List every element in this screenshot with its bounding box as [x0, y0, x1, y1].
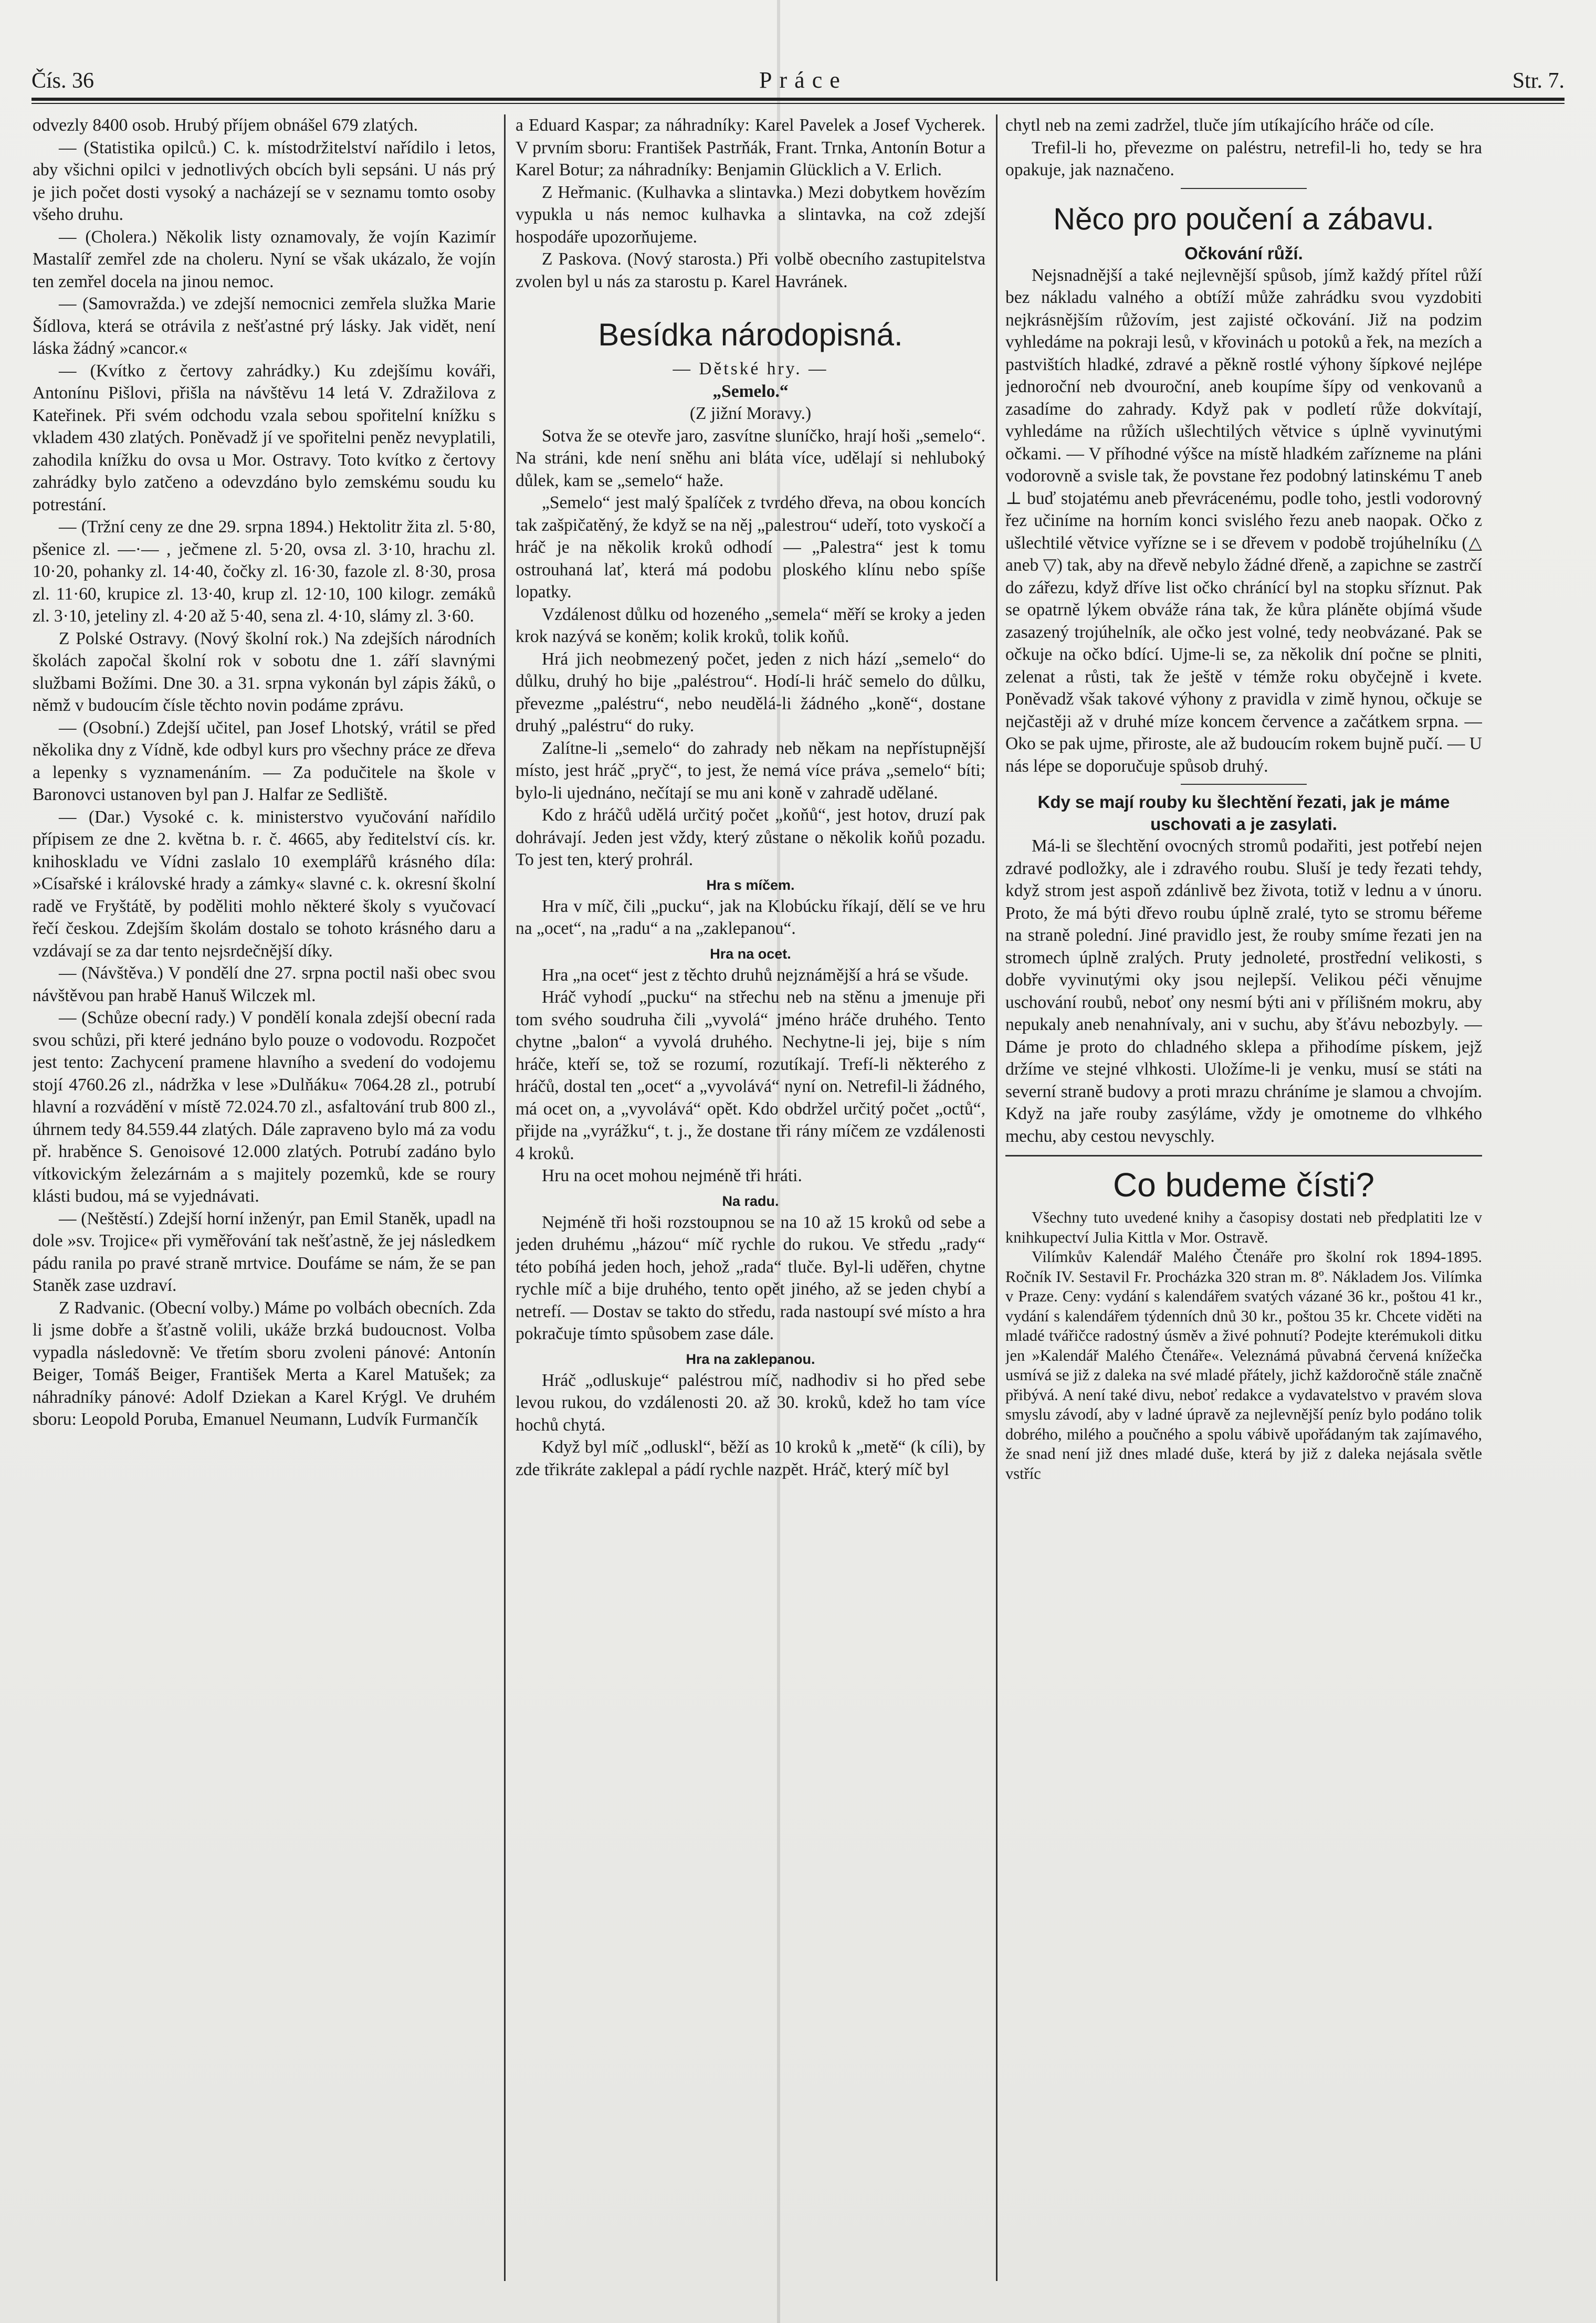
paragraph: Hráč „odluskuje“ paléstrou míč, nadhodiv si ho před sebe levou rukou, do vzdálenosti 20. až 30. kroků, kdež ho tam více hochů chytá. [516, 1370, 985, 1435]
paragraph: Z Polské Ostravy. (Nový školní rok.) Na zdejších národních školách započal školní rok v sobotu dne 1. září slavnými službami Božími. Dne 30. a 31. srpna vykonán byl zápis žáků, o němž v budoucím čísle těchto novin podáme zprávu. [33, 628, 496, 715]
paragraph: Zalítne-li „semelo“ do zahrady neb někam na nepřístupnější místo, jest hráč „pryč“, to jest, že nemá více práva „semelo“ bíti; bylo-li ujednáno, nečítají se mu ani koně v zahradě udělané. [516, 738, 985, 803]
paragraph: — (Návštěva.) V pondělí dne 27. srpna poctil naši obec svou návštěvou pan hrabě Hanuš Wilczek ml. [33, 963, 496, 1005]
paragraph: Kdo z hráčů udělá určitý počet „koňů“, jest hotov, druzí pak dohrávají. Jeden jest vždy, který zůstane o několik koňů pozadu. To jest ten, který prohrál. [516, 805, 985, 869]
column-separator [996, 114, 998, 2281]
page-number: Str. 7. [1512, 69, 1564, 93]
paragraph: Hra „na ocet“ jest z těchto druhů nejznámější a hrá se všude. [542, 965, 969, 985]
paragraph: Z Radvanic. (Obecní volby.) Máme po volbách obecních. Zda li jsme dobře a šťastně volili, ukáže brzká budoucnost. Volba vypadla následovně: Ve třetím sboru zvoleni pánové: Antonín Beiger, Tomáš Beiger, František Merta a Karel Matušek; za náhradníky pánové: Adolf Dziekan a Karel Krýgl. Ve druhém sboru: Leopold Poruba, Emanuel Neumann, Ludvík Furmančík [33, 1298, 496, 1429]
section-title: Něco pro poučení a zábavu. [1053, 202, 1434, 236]
header-rule [32, 98, 1564, 101]
paragraph: a Eduard Kaspar; za náhradníky: Karel Pavelek a Josef Vycherek. V prvním sboru: František Pastrňák, Frant. Trnka, Antonín Botur a Karel Botur; za náhradníky: Benjamin Glücklich a V. Erlich. [516, 115, 985, 180]
divider [1181, 784, 1307, 785]
paragraph: Nejméně tři hoši rozstoupnou se na 10 až 15 kroků od sebe a jeden druhému „házou“ míč rychle do rukou. Ve středu „rady“ této pobíhá jeden hoch, jehož „rada“ tluče. Byl-li uděřen, chytne rychle míč a bije druhého, tento opět jiného, až se jeden chybí a netrefí. — Dostav se takto do středu, rada nastoupí své místo a hra pokračuje tímto spůsobem zase dále. [516, 1212, 985, 1343]
paragraph: — (Samovražda.) ve zdejší nemocnici zemřela služka Marie Šídlova, která se otrávila z nešťastné prý lásky. Jak vidět, není láska žádný »cancor.« [33, 294, 496, 358]
section-title: Co budeme čísti? [1112, 1166, 1375, 1204]
paragraph: Vilímkův Kalendář Malého Čtenáře pro školní rok 1894-1895. Ročník IV. Sestavil Fr. Procházka 320 stran m. 8º. Nákladem Jos. Vilímka v Praze. Ceny: vydání s kalendářem svatých vázané 36 kr., poštou 41 kr., vydání s kalendářem týdenních dnů 30 kr., poštou 35 kr. Chcete viděti na mladé tvářičce radostný úsměv a živé pohnutí? Podejte kterémukoli ditku jen »Kalendář Malého Čtenáře«. Veleznámá půvabná červená knížečka usmívá se již z daleka na své mladé přátely, jichž každoročně stále značně přibývá. A není také divu, neboť redakce a vydavatelstvo v pravém slova smyslu závodí, aby v ladné úpravě za nejlevnější peníz bylo podáno tolik dobrého, milého a poučného a spolu vábivě upořádaným tak zajímavého, že snad není již dnes mladé duše, která by již z daleka nejásala světle vstříc [1005, 1248, 1482, 1483]
paragraph: — (Tržní ceny ze dne 29. srpna 1894.) Hektolitr žita zl. 5·80, pšenice zl. —·— , ječmene zl. 5·20, ovsa zl. 3·10, hrachu zl. 10·20, pohanky zl. 14·40, čočky zl. 16·30, fazole zl. 8·30, prosa zl. 11·60, krupice zl. 13·40, krup zl. 12·10, 100 kilogr. zemáků zl. 3·10, jeteliny zl. 4·20 až 5·40, sena zl. 4·10, slámy zl. 3·60. [33, 517, 496, 626]
paragraph: — (Cholera.) Několik listy oznamovaly, že vojín Kazimír Mastalíř zemřel zde na choleru. Nyní se však ukázalo, že vojín ten zemřel docela na jinou nemoc. [33, 227, 496, 291]
paragraph: Má-li se šlechtění ovocných stromů podařiti, jest potřebí nejen zdravé podložky, ale i zdravého roubu. Sluší je tedy řezati tehdy, když strom jest aspoň zdánlivě bez života, totiž v lednu a v únoru. Proto, že má býti dřevo roubu úplně zralé, tyto se stromu béřeme na straně polední. Jiné pravidlo jest, že rouby smíme řezati jen na stromech úplně zralých. Pruty jednoleté, prostřední velikosti, s dobře vyvinutými oky jsou nejlepší. Velikou péči věnujme uschování roubů, neboť ony nesmí býti ani v přílišném mokru, aby nepukaly aneb nenahnívaly, ani v suchu, aby šťávu nebozbyly. — Dáme je proto do chladného sklepa a přihodíme pískem, jejž držíme ve stejné vlhkosti. Uložíme-li je venku, musí se státi na severní straně budovy a proti mrazu chráníme je slamou a chvojím. Když na jaře rouby zasýláme, vždy je omotneme do vlhkého mechu, aby cestou nevyschly. [1005, 836, 1482, 1146]
game-title: Hra na zaklepanou. [686, 1351, 815, 1367]
paragraph: — (Statistika opilců.) C. k. místodržitelství nařídilo i letos, aby všichni opilci v jednotlivých obcích byli sepsáni. U nás prý je jich počet dosti vysoký a nacházejí se v seznamu tomto osoby všeho druhu. [33, 138, 496, 224]
section-subtitle: — Dětské hry. — [673, 359, 828, 379]
paragraph: — (Neštěstí.) Zdejší horní inženýr, pan Emil Staněk, upadl na dole »sv. Trojice« při vyměřování tak nešťastně, že jej následkem pádu ranila po pravé straně mrtvice. Doufáme se nám, že se pan Staněk zase uzdraví. [33, 1208, 496, 1295]
page-header [32, 62, 1564, 93]
column-3 [1005, 114, 1482, 2286]
article-heading: Kdy se mají rouby ku šlechtění řezati, jak je máme uschovati a je zasylati. [1037, 792, 1450, 834]
paragraph: Když byl míč „odluskl“, běží as 10 kroků k „metě“ (k cíli), by zde třikráte zaklepal a pádí rychle nazpět. Hráč, který míč byl [516, 1437, 985, 1479]
paragraph: — (Osobní.) Zdejší učitel, pan Josef Lhotský, vrátil se před několika dny z Vídně, kde odbyl kurs pro všechny práce ze dřeva a lepenky s vyznamenáním. — Za podučitele na škole v Baronovci ustanoven byl pan J. Halfar ze Sedliště. [33, 718, 496, 804]
paragraph: — (Kvítko z čertovy zahrádky.) Ku zdejšímu kováři, Antonínu Pišlovi, přišla na návštěvu 14 letá V. Zdražilova z Kateřinek. Při svém odchodu vzala sebou spořitelní knížku s vkladem 430 zlatých. Poněvadž jí ve spořitelni peněz nevyplatili, zahodila knížku do ovsa u Mor. Ostravy. Toto kvítko z čertovy zahrádky bylo zatčeno a odevzdáno bylo zemskému soudu ku potrestání. [33, 361, 496, 514]
paragraph: odvezly 8400 osob. Hrubý příjem obnášel 679 zlatých. [33, 115, 418, 135]
paragraph: Hru na ocet mohou nejméně tři hráti. [542, 1166, 802, 1185]
game-title: Hra na ocet. [710, 945, 791, 962]
divider [1005, 1155, 1482, 1157]
game-title: Hra s míčem. [706, 877, 795, 893]
paragraph: Hra v míč, čili „pucku“, jak na Klobúcku říkají, dělí se ve hru na „ocet“, na „radu“ a na „zaklepanou“. [516, 896, 985, 938]
paragraph: Hrá jich neobmezený počet, jeden z nich hází „semelo“ do důlku, druhý ho bije „paléstrou“. Hodí-li hráč semelo do důlku, převezme „paléstru“, nebo neudělá-li žádného „koně“, dostane druhý „paléstru“ do ruky. [516, 649, 985, 735]
section-title: Besídka národopisná. [598, 317, 903, 352]
column-2 [516, 114, 985, 2286]
paragraph: Vzdálenost důlku od hozeného „semela“ měří se kroky a jeden krok nazývá se koněm; kolik kroků, tolik koňů. [516, 604, 985, 646]
paragraph: Nejsnadnější a také nejlevnější spůsob, jímž každý přítel růží bez nákladu valného a obtíží může zahrádku svou vyzdobiti nejkrásnějším růžovím, jest zajisté očkování. Již na podzim vyhledáme na pokraji lesů, v křovinách u potoků a řek, na mezích a pastvištích hladké, zdravé a pěkně rostlé výhony šípkové nejlépe jednoroční neb dvouroční, aneb koupíme šípy od venkovanů a zasadíme do zahrady. Když pak v podletí růže dokvítají, vyhledáme na růžích ušlechtilých větvice s úplně vyvinutými očkami. — V příhodné výšce na místě hladkém zařízneme na pláni vodorovně a svisle tak, že povstane řez podobný latinskému T aneb ⊥ buď stojatému aneb převrácenému, podle toho, jestli vodorovný řez učiníme na horním konci svislého řezu aneb naopak. Očko z ušlechtilé větvice vyřízne se i se dřevem v podobě trojúhelníku (△ aneb ▽) tak, aby na dřevě nebylo žádné dřeně, a zapichne se zastrčí do zářezu, když dříve list očko chránící byl na stopku sříznut. Pak se opatrně lýkem obváže rána tak, že kůra pláněte objímá všude zasazený trojúhelník, ale očko jest volné, tedy neobvázané. Pak se očkuje na očko bdící. Ujme-li se, za několik dní počne se plniti, zelenat a růsti, tak že ještě v témže roku obyčejně i kvete. Poněvadž však takové výhony z pravidla v zimě hynou, očkuje se nejčastěji až v druhé míze koncem července a začátkem srpna. — Oko se pak ujme, přiroste, ale až budoucím rokem bujně pučí. — U nás lépe se doporučuje spůsob druhý. [1005, 265, 1482, 776]
paragraph: Sotva že se otevře jaro, zasvítne sluníčko, hrají hoši „semelo“. Na stráni, kde není sněhu ani bláta více, udělají si nehluboký důlek, kam se „semelo“ haže. [516, 426, 985, 490]
issue-number: Čís. 36 [32, 69, 94, 93]
article-heading: Očkování růží. [1184, 243, 1303, 263]
paragraph: — (Dar.) Vysoké c. k. ministerstvo vyučování nařídilo přípisem ze dne 2. května b. r. č. 4665, aby ředitelství cís. kr. knihoskladu ve Vídni zaslalo 10 exemplářů krásného díla: »Císařské i královské hrady a zámky« slavné c. k. okresní školní radě ve Fryštátě, by poděliti mohlo některé školy s vyučovací řečí českou. Zdejším školám dostalo se tohoto krásného daru a vzdávají se za dar tento nejsrdečnější díky. [33, 807, 496, 961]
game-title: Na radu. [722, 1193, 779, 1209]
paragraph: Trefil-li ho, převezme on paléstru, netrefil-li ho, tedy se hra opakuje, jak naznačeno. [1005, 138, 1482, 180]
newspaper-title: Práce [759, 67, 847, 93]
paragraph: — (Schůze obecní rady.) V pondělí konala zdejší obecní rada svou schůzi, při které jednáno bylo pouze o vodovodu. Rozpočet jest tento: Zachycení pramene hlavního a svedení do vodojemu stojí 4760.26 zl., nádržka v lese »Dulňáku« 7064.28 zl., potrubí hlavní a rozvádění v místě 72.024.70 zl., asfaltování trub 800 zl., úhrnem tedy 84.559.44 zlatých. Dále zapraveno bylo má za vodu př. hraběnce S. Genoisové 12.000 zlatých. Potrubí zadáno bylo vítkovickým železárnám a s majitely pozemků, kde se roury klásti budou, má se vyjednávati. [33, 1008, 496, 1206]
paragraph: chytl neb na zemi zadržel, tluče jím utíkajícího hráče od cíle. [1005, 115, 1434, 135]
paragraph: Z Heřmanic. (Kulhavka a slintavka.) Mezi dobytkem hovězím vypukla u nás nemoc kulhavka a slintavka, na což zdejší hospodáře upozorňujeme. [516, 182, 985, 247]
paragraph: Všechny tuto uvedené knihy a časopisy dostati neb předplatiti lze v knihkupectví Julia Kittla v Mor. Ostravě. [1005, 1208, 1482, 1246]
paragraph: Hráč vyhodí „pucku“ na střechu neb na stěnu a jmenuje při tom svého soudruha čili „vyvolá“ jméno hráče druhého. Tento chytne „balon“ a vyvolá druhého. Nechytne-li jej, bije s ním hráče, kteří se, tož se rozumí, rozutíkají. Trefí-li některého z hráčů, dostal ten „ocet“ a „vyvolává“ nyní on. Netrefil-li žádného, má ocet on, a „vyvolává“ opět. Kdo obdržel určitý počet „octů“, přijde na „vyrážku“, t. j., že dostane tři rány míčem ze vzdálenosti 4 kroků. [516, 987, 985, 1163]
column-1 [33, 114, 496, 2286]
paragraph: Z Paskova. (Nový starosta.) Při volbě obecního zastupitelstva zvolen byl u nás za starostu p. Karel Havránek. [516, 249, 985, 291]
paragraph: „Semelo“ jest malý špalíček z tvrdého dřeva, na obou koncích tak zašpičatěný, že když se na něj „palestrou“ udeří, toto vyskočí a hráč je na několik kroků odhodí — „Palestra“ jest k tomu ostrouhaná lať, která má podobu ploského klínu nebo spíše lopatky. [516, 493, 985, 602]
divider [1181, 188, 1307, 189]
game-origin: (Z jižní Moravy.) [689, 404, 812, 423]
game-title: „Semelo.“ [712, 381, 789, 401]
column-separator [504, 114, 506, 2281]
header-rule-thin [32, 103, 1564, 104]
